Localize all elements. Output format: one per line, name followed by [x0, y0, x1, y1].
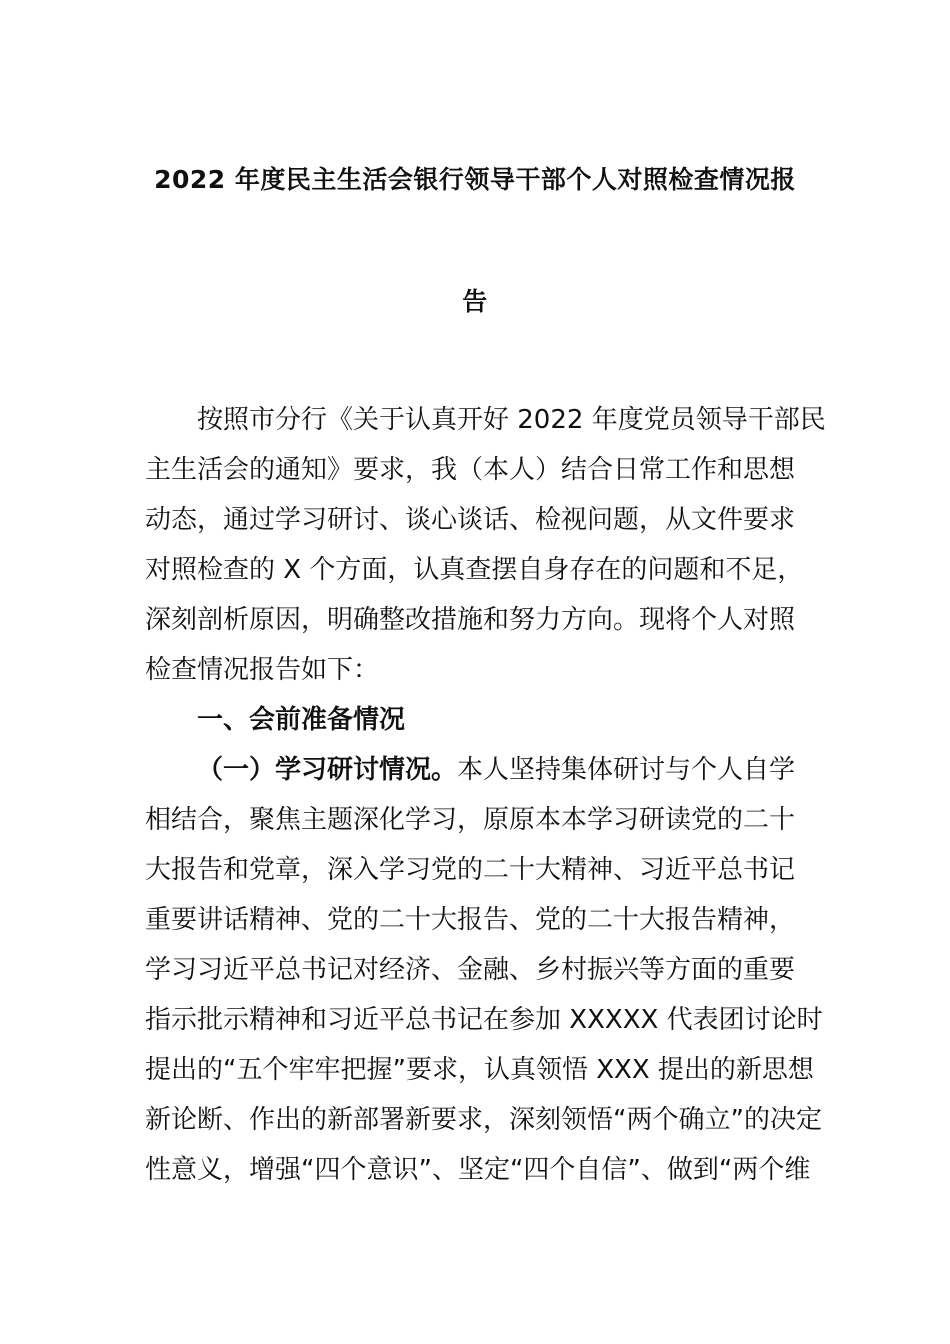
intro-paragraph [145, 395, 826, 1195]
subsection-line: 新论断、作出的新部署新要求，深刻领悟“两个确立”的决定 [145, 1105, 822, 1135]
intro-line: 检查情况报告如下： [145, 655, 380, 685]
subsection-line: 大报告和党章，深入学习党的二十大精神、习近平总书记 [145, 855, 796, 885]
subsection-line: 学习习近平总书记对经济、金融、乡村振兴等方面的重要 [145, 955, 796, 985]
subsection-first-line-text: 本人坚持集体研讨与个人自学 [457, 755, 796, 785]
intro-line: 对照检查的 X 个方面，认真查摆自身存在的问题和不足， [145, 555, 804, 585]
document-title-line-1: 2022 年度民主生活会银行领导干部个人对照检查情况报 [154, 165, 796, 194]
subsection-line: 重要讲话精神、党的二十大报告、党的二十大报告精神， [145, 905, 796, 935]
subsection-line: 性意义，增强“四个意识”、坚定“四个自信”、做到“两个维 [145, 1155, 811, 1185]
subsection-line: 指示批示精神和习近平总书记在参加 XXXXX 代表团讨论时 [145, 1005, 823, 1035]
section-heading: 一、会前准备情况 [197, 705, 406, 735]
intro-line: 深刻剖析原因，明确整改措施和努力方向。现将个人对照 [145, 605, 796, 635]
subsection-first-line [145, 745, 810, 795]
intro-line: 动态，通过学习研讨、谈心谈话、检视问题，从文件要求 [145, 505, 796, 535]
subsection-heading: （一）学习研讨情况。 [197, 755, 458, 785]
intro-line: 主生活会的通知》要求，我（本人）结合日常工作和思想 [145, 455, 796, 485]
subsection-line: 相结合，聚焦主题深化学习，原原本本学习研读党的二十 [145, 805, 796, 835]
subsection-line: 提出的“五个牢牢把握”要求，认真领悟 XXX 提出的新思想 [145, 1055, 814, 1085]
document-title-line-2: 告 [462, 287, 488, 316]
intro-line: 按照市分行《关于认真开好 2022 年度党员领导干部民 [197, 405, 826, 435]
